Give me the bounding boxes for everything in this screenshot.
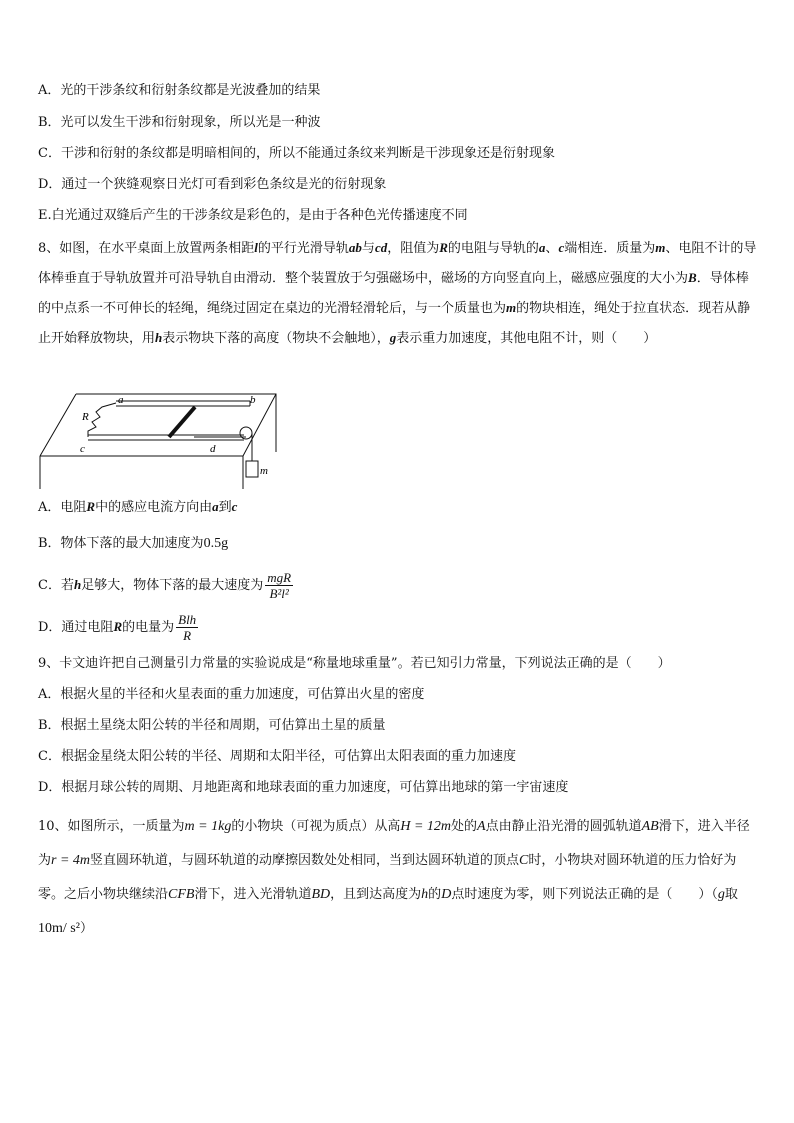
fig-label-c: c <box>80 443 85 455</box>
q8-figure <box>38 390 288 490</box>
fig-label-m: m <box>260 465 268 477</box>
fig-label-a: a <box>118 394 124 406</box>
q7-option-c: C．干涉和衍射的条纹都是明暗相间的，所以不能通过条纹来判断是干涉现象还是衍射现象 <box>38 146 555 161</box>
q7-option-d: D．通过一个狭缝观察日光灯可看到彩色条纹是光的衍射现象 <box>38 177 387 192</box>
q9-option-c: C．根据金星绕太阳公转的半径、周期和太阳半径，可估算出太阳表面的重力加速度 <box>38 749 516 764</box>
q7-option-a: A．光的干涉条纹和衍射条纹都是光波叠加的结果 <box>38 83 321 98</box>
q8-stem: 8、如图，在水平桌面上放置两条相距l的平行光滑导轨ab与cd，阻值为R的电阻与导轨的a、c端相连．质量为m、电阻不计的导体棒垂直于导轨放置并可沿导轨自由滑动．整个装置放于匀强磁场中，磁场的方向竖直向上，磁感应强度的大小为B．导体棒的中点系一不可伸长的轻绳，绳绕过固定在桌边的光滑轻滑轮后，与一个质量也为m的物块相连，绳处于拉直状态．现若从静止开始释放物块，用h表示物块下落的高度（物块不会触地），g表示重力加速度，其他电阻不计，则（ ） <box>38 240 757 346</box>
q8-option-d-fraction: $\frac{\text{Blh}}{R}$ <box>178 612 197 643</box>
q8-option-c: C．若h足够大，物体下落的最大速度为 $\frac{\text{mgR}}{\text{B²l²}}$ <box>38 570 292 601</box>
fig-label-R: R <box>82 411 89 423</box>
q8-option-b: B．物体下落的最大加速度为0.5g <box>38 536 229 551</box>
q8-option-d: D．通过电阻R的电量为 $\frac{\text{Blh}}{R}$ <box>38 612 197 643</box>
q10-stem: 10、如图所示，一质量为m = 1kg的小物块（可视为质点）从高H = 12m处的A点由静止沿光滑的圆弧轨道AB滑下，进入半径为r = 4m竖直圆环轨道，与圆环轨道的动摩擦因数处处相同，当到达圆环轨道的顶点C时，小物块对圆环轨道的压力恰好为零。之后小物块继续沿CFB滑下，进入光滑轨道BD，且到达高度为h的D点时速度为零，则下列说法正确的是（ ）（g取10m/ s²） <box>38 819 750 936</box>
q8-option-a: A．电阻R中的感应电流方向由a到c <box>38 499 238 515</box>
q8-option-c-fraction: $\frac{\text{mgR}}{\text{B²l²}}$ <box>267 570 292 601</box>
q9-option-a: A．根据火星的半径和火星表面的重力加速度，可估算出火星的密度 <box>38 687 425 702</box>
q9-option-d: D．根据月球公转的周期、月地距离和地球表面的重力加速度，可估算出地球的第一宇宙速度 <box>38 780 569 795</box>
fig-label-b: b <box>250 394 256 406</box>
fig-label-d: d <box>210 443 216 455</box>
q9-stem: 9、卡文迪许把自己测量引力常量的实验说成是“称量地球重量”。若已知引力常量，下列说法正确的是（ ） <box>38 656 671 671</box>
q9-option-b: B．根据土星绕太阳公转的半径和周期，可估算出土星的质量 <box>38 718 386 733</box>
q7-option-b: B．光可以发生干涉和衍射现象，所以光是一种波 <box>38 115 321 130</box>
q7-option-e: E.白光通过双缝后产生的干涉条纹是彩色的，是由于各种色光传播速度不同 <box>38 208 468 223</box>
